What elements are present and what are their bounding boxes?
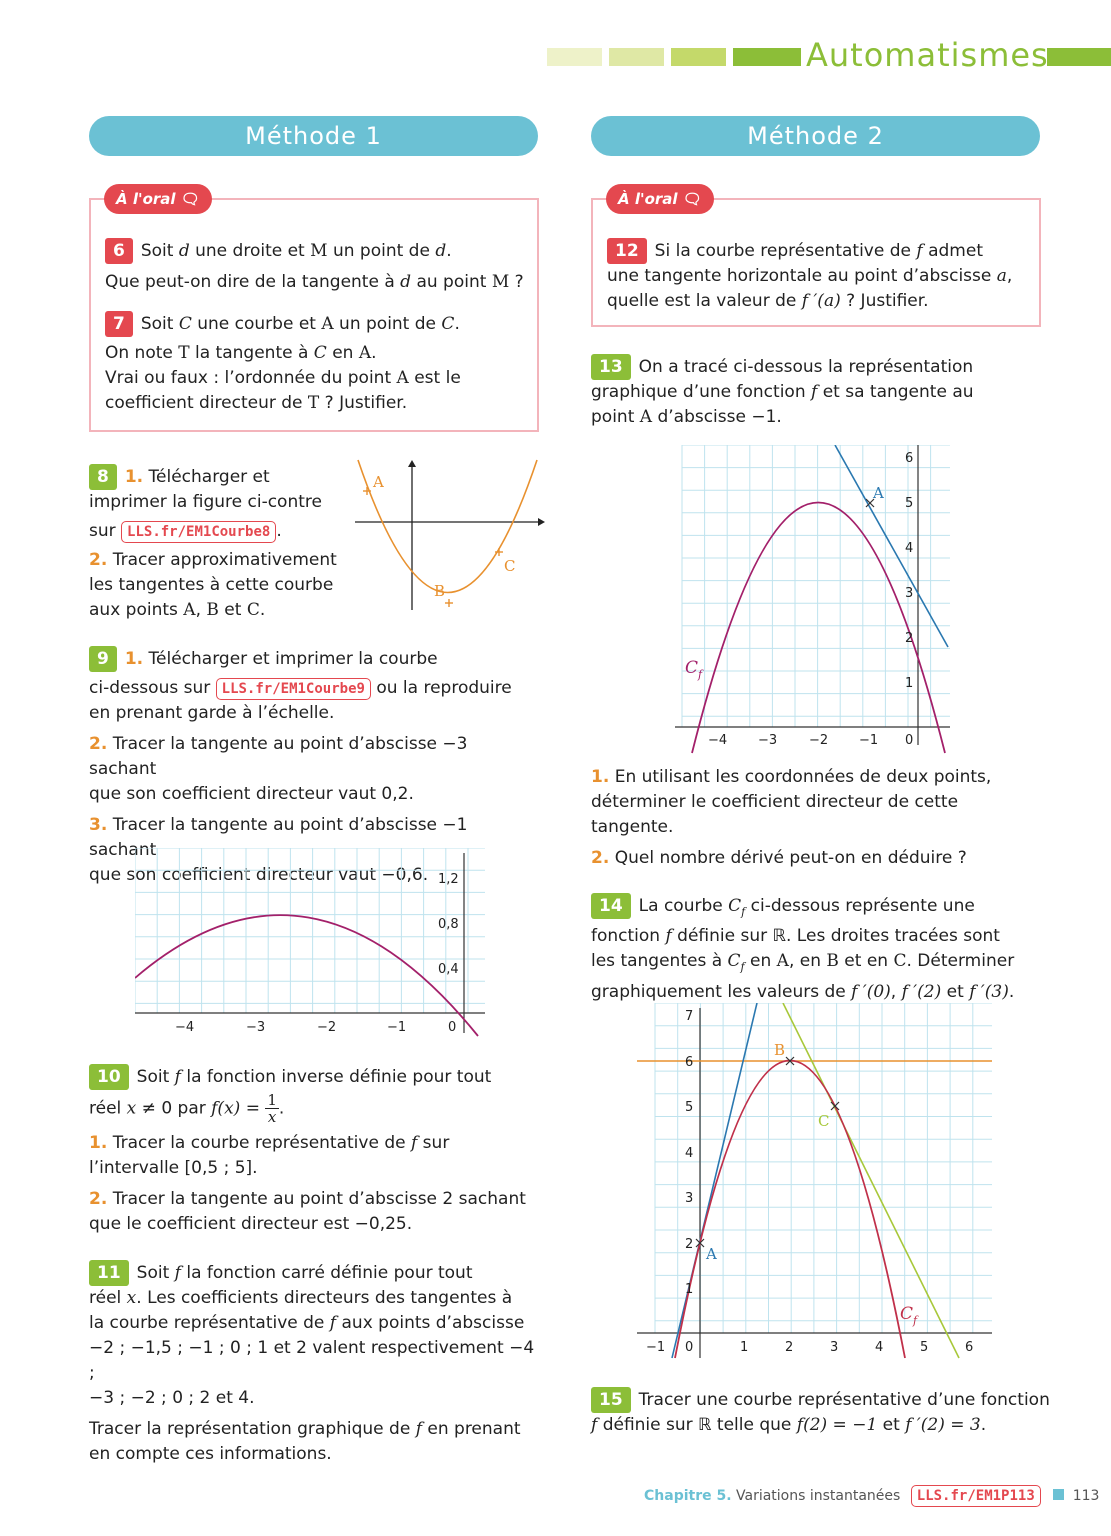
y-tick: 5 xyxy=(685,1100,694,1115)
figure-8 xyxy=(350,455,545,620)
figure-13-graph xyxy=(675,445,955,755)
y-tick: 0,8 xyxy=(438,917,459,932)
link-courbe9[interactable]: LLS.fr/EM1Courbe9 xyxy=(216,678,371,700)
label-C: C xyxy=(504,557,516,575)
point-A-label: A xyxy=(873,484,884,502)
curve-label: $C_f$ xyxy=(685,658,703,681)
y-tick: 5 xyxy=(905,496,914,511)
exercise-15: 15 Tracer une courbe représentative d’une fonction f définie sur ℝ telle que f(2) = −1 et f ′(2) = 3. xyxy=(591,1387,1051,1438)
exercise-number: 12 xyxy=(607,238,647,264)
x-tick: −2 xyxy=(317,1020,337,1035)
label-B: B xyxy=(434,582,446,600)
footer xyxy=(644,1484,1099,1508)
speech-bubble-icon: 🗨 xyxy=(180,190,200,208)
exercise-number: 8 xyxy=(89,464,117,490)
x-tick: 0 xyxy=(905,733,914,748)
exercise-8: 8 1. Télécharger et imprimer la figure ci-contre sur LLS.fr/EM1Courbe8 . 2. Tracer approximativement les tangentes à cette courbe aux points A, B et C. xyxy=(89,464,349,623)
x-tick: −1 xyxy=(646,1340,666,1355)
exercise-7: 7 Soit C une courbe et A un point de C. On note T la tangente à C en A. Vrai ou faux : l’ordonnée du point A est le coefficient directeur de T ? Justifier. xyxy=(105,311,535,416)
y-tick: 6 xyxy=(905,451,914,466)
y-tick: 7 xyxy=(685,1009,694,1024)
y-tick: 4 xyxy=(905,541,914,556)
footer-link[interactable]: LLS.fr/EM1P113 xyxy=(911,1485,1041,1507)
exercise-number: 9 xyxy=(89,646,117,672)
curve-label: $C_f$ xyxy=(900,1304,918,1327)
x-tick: −2 xyxy=(809,733,829,748)
y-tick: 2 xyxy=(905,631,914,646)
x-tick: −3 xyxy=(246,1020,266,1035)
y-tick: 3 xyxy=(905,586,914,601)
footer-title: Variations instantanées xyxy=(731,1488,901,1504)
point-B-label: B xyxy=(774,1041,786,1059)
x-tick: 5 xyxy=(920,1340,929,1355)
y-tick: 1,2 xyxy=(438,872,459,887)
exercise-10: 10 Soit f la fonction inverse définie pour tout réel x ≠ 0 par f(x) = $\frac{1}{x}$ . 1. Tracer la courbe représentative de f sur l’intervalle [0,5 ; 5]. 2. Tracer la tangente au point d’abscisse 2 sachant que le coefficient directeur est −0,25. xyxy=(89,1064,539,1237)
y-tick: 0,4 xyxy=(438,962,459,977)
x-tick: −3 xyxy=(758,733,778,748)
footer-square xyxy=(1053,1489,1064,1500)
page-title: Automatismes xyxy=(806,36,1049,74)
exercise-number: 10 xyxy=(89,1064,129,1090)
x-tick: −1 xyxy=(387,1020,407,1035)
x-tick: 1 xyxy=(740,1340,749,1355)
oral-badge-left: À l'oral 🗨 xyxy=(104,184,212,214)
point-C-label: C xyxy=(818,1112,830,1130)
x-tick: −4 xyxy=(175,1020,195,1035)
exercise-13: 13 On a tracé ci-dessous la représentation graphique d’une fonction f et sa tangente au point A d’abscisse −1. xyxy=(591,354,1041,430)
exercise-13-questions: 1. En utilisant les coordonnées de deux points, déterminer le coefficient directeur de cette tangente. 2. Quel nombre dérivé peut-on en déduire ? xyxy=(591,767,992,868)
exercise-11: 11 Soit f la fonction carré définie pour tout réel x. Les coefficients directeurs des tangentes à la courbe représentative de f aux points d’abscisse −2 ; −1,5 ; −1 ; 0 ; 1 et 2 valent respectivement −4 ; −3 ; −2 ; 0 ; 2 et 4. Tracer la représentation graphique de f en prenant en compte ces informations. xyxy=(89,1260,539,1467)
exercise-12: 12 Si la courbe représentative de f admet une tangente horizontale au point d’abscisse a, quelle est la valeur de f ′(a) ? Justifier. xyxy=(607,238,1037,314)
x-tick: 4 xyxy=(875,1340,884,1355)
figure-9-graph xyxy=(135,848,490,1038)
oral-badge-right: À l'oral 🗨 xyxy=(606,184,714,214)
exercise-14: 14 La courbe $C_f$ ci-dessous représente une fonction f définie sur ℝ. Les droites tracées sont les tangentes à $C_f$ en A, en B et en C. Déterminer graphiquement les valeurs de f ′(0), f ′(2) et f ′(3). xyxy=(591,893,1041,1005)
point-A-label: A xyxy=(706,1245,717,1263)
figure-14-graph xyxy=(637,1003,997,1363)
x-tick: 0 xyxy=(685,1340,694,1355)
y-tick: 3 xyxy=(685,1191,694,1206)
exercise-number: 11 xyxy=(89,1260,129,1286)
speech-bubble-icon: 🗨 xyxy=(682,190,702,208)
x-tick: 6 xyxy=(965,1340,974,1355)
x-tick: −4 xyxy=(708,733,728,748)
x-tick: 2 xyxy=(785,1340,794,1355)
link-courbe8[interactable]: LLS.fr/EM1Courbe8 xyxy=(121,521,276,543)
exercise-number: 14 xyxy=(591,893,631,919)
exercise-9: 9 1. Télécharger et imprimer la courbe ci-dessous sur LLS.fr/EM1Courbe9 ou la reproduire en prenant garde à l’échelle. 2. Tracer la tangente au point d’abscisse −3 sachant que son coefficient directeur vaut 0,2. 3. Tracer la tangente au point d’abscisse −1 sachant que son coefficient directeur vaut −0,6. xyxy=(89,646,539,888)
page-number: 113 xyxy=(1072,1488,1100,1504)
x-tick: 3 xyxy=(830,1340,839,1355)
exercise-number: 15 xyxy=(591,1387,631,1413)
y-tick: 6 xyxy=(685,1055,694,1070)
footer-chapter: Chapitre 5. xyxy=(644,1488,732,1504)
methode-1-banner: Méthode 1 xyxy=(89,116,538,156)
y-tick: 1 xyxy=(905,676,914,691)
methode-2-banner: Méthode 2 xyxy=(591,116,1040,156)
y-tick: 1 xyxy=(685,1282,694,1297)
exercise-number: 7 xyxy=(105,311,133,337)
y-tick: 2 xyxy=(685,1237,694,1252)
x-tick: −1 xyxy=(859,733,879,748)
exercise-number: 13 xyxy=(591,354,631,380)
y-tick: 4 xyxy=(685,1146,694,1161)
x-tick: 0 xyxy=(448,1020,457,1035)
exercise-number: 6 xyxy=(105,238,133,264)
label-A: A xyxy=(373,473,384,491)
exercise-6: 6 Soit d une droite et M un point de d. Que peut-on dire de la tangente à d au point M ? xyxy=(105,238,535,295)
